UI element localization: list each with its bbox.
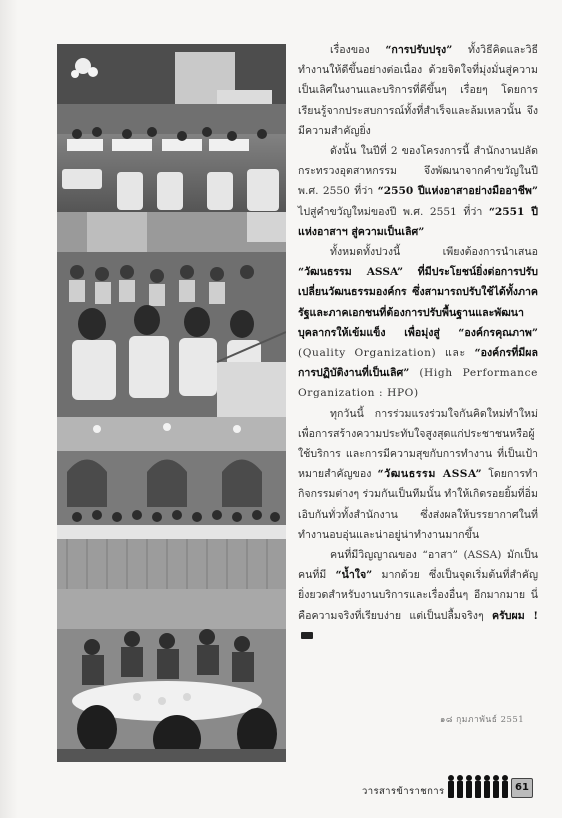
page-number: 61 [511,778,533,798]
people-silhouette-icon [446,774,516,800]
text-span: (Quality Organization) และ [298,347,475,360]
slogan-2550: “2550 ปีแห่งอาสาอย่างมืออาชีพ” [377,185,538,198]
emphasis-generosity: “น้ำใจ” [335,569,373,582]
meeting-hall-photo [57,44,286,212]
paragraph-2 [298,141,538,242]
text-span: (High Performance Organization : HPO) [298,367,538,400]
text-span [440,327,458,339]
text-span: ทั้งวิธีคิดและวิธีทำงานให้ดีขึ้นอย่างต่อเนื่อง ด้วยจิตใจที่มุ่งมั่นสู่ความเป็นเลิศในงานและบริการที่ดีขึ้นๆ เรื่อยๆ โดยการเรียนรู้จากประสบการณ์ทั้งที่สำเร็จและล้มเหลวนั้น จึงมีความสำคัญยิ่ง [298,44,538,137]
text-span: คนที่มีวิญญาณของ “อาสา” (ASSA) มักเป็นคนที่มี [298,549,538,582]
text-span: ทั้งหมดทั้งปวงนี้ เพียงต้องการนำเสนอ [330,246,538,259]
paragraph-4 [298,404,538,545]
emphasis-assa-culture: “วัฒนธรรม ASSA” [377,468,483,481]
journal-name: วารสารข้าราชการ [362,786,445,797]
emphasis-quality-org: “องค์กรคุณภาพ” [458,326,538,339]
group-table-photo [57,589,286,762]
paragraph-3 [298,242,538,404]
page-footer [0,770,562,818]
emphasis-hpo: “องค์กรที่มีผลการปฏิบัติงานที่เป็นเลิศ” [298,347,538,380]
emphasis-quote: “การปรับปรุง” [385,44,453,56]
text-span: ทุกวันนี้ การร่วมแรงร่วมใจกันคิดใหม่ทำใหม่ เพื่อการสร้างความประทับใจสูงสุดแก่ประชาชนหรือผู้ใช้บริการ และการมีความสุขกับการทำงาน ที่เป็นเป้าหมายสำคัญของ [298,407,538,481]
text-span [403,266,418,278]
end-mark-icon [301,632,313,639]
slogan-2551: “2551 ปี แห่งอาสาฯ สู่ความเป็นเลิศ” [298,205,538,238]
seated-audience-photo [57,212,286,417]
emphasis-benefit: ที่มีประโยชน์ยิ่งต่อการปรับเปลี่ยนวัฒนธรรมองค์กร ซึ่งสามารถปรับใช้ได้ทั้งภาครัฐและภาคเอกชนที่ต้องการปรับพื้นฐานและพัฒนาบุคลากรให้เข้มแข็ง เพื่อมุ่งสู่ [298,266,538,339]
emphasis-assa-culture: “วัฒนธรรม ASSA” [298,266,404,279]
text-span: เรื่องของ [330,44,386,56]
paragraph-5 [298,545,538,646]
article-body [298,40,538,646]
banquet-room-photo [57,417,286,589]
article-date: ๑๘ กุมภาพันธ์ 2551 [440,715,525,725]
text-span: ไปสู่คำขวัญใหม่ของปี พ.ศ. 2551 ที่ว่า [298,205,489,218]
text-span: ดังนั้น ในปีที่ 2 ของโครงการนี้ สำนักงานปลัดกระทรวงอุตสาหกรรม จึงพัฒนาจากคำขวัญในปี พ.ศ. 2550 ที่ว่า [298,145,538,198]
text-span: โดยการทำกิจกรรมต่างๆ ร่วมกันเป็นทีมนั้น ทำให้เกิดรอยยิ้มที่อิ่มเอิบกันทั่วทั้งสำนักงาน ซึ่งส่งผลให้บรรยากาศในที่ทำงานอบอุ่นและน่าอยู่น่าทำงานมากขึ้น [298,468,538,541]
closing-phrase: ครับผม ! [492,609,539,622]
paragraph-1 [298,40,538,141]
text-span: มากด้วย ซึ่งเป็นจุดเริ่มต้นที่สำคัญยิ่งยวดสำหรับงานบริการและเรื่องอื่นๆ อีกมากมาย นี่คือความจริงที่เรียบง่าย แต่เป็นปลื้มจริงๆ [298,569,538,622]
